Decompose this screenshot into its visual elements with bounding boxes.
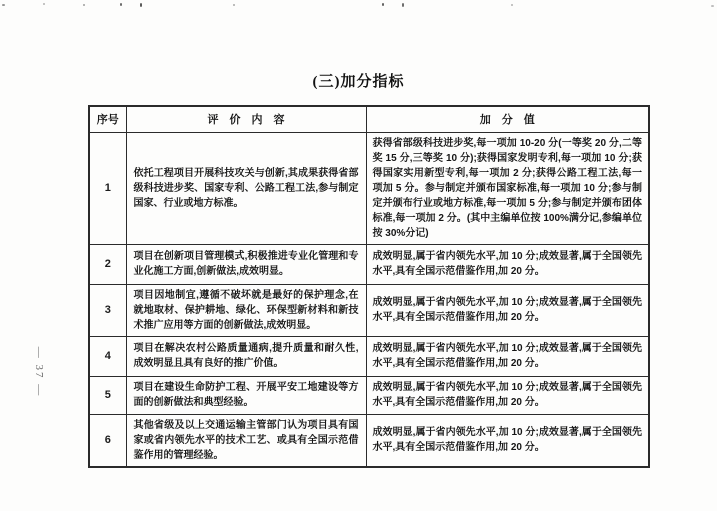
scan-artifact — [233, 4, 235, 6]
row-serial-number: 4 — [89, 336, 126, 376]
page-number: — 37 — — [33, 346, 45, 398]
row-evaluation-content: 项目在解决农村公路质量通病,提升质量和耐久性,成效明显且具有良好的推广价值。 — [126, 336, 366, 376]
row-bonus-value: 成效明显,属于省内领先水平,加 10 分;成效显著,属于全国领先水平,具有全国示范借鉴作用,加 20 分。 — [366, 284, 649, 336]
row-evaluation-content: 项目在创新项目管理模式,积极推进专业化管理和专业化施工方面,创新做法,成效明显。 — [126, 244, 366, 284]
row-serial-number: 6 — [89, 414, 126, 467]
table-row — [89, 336, 649, 376]
row-bonus-value: 成效明显,属于省内领先水平,加 10 分;成效显著,属于全国领先水平,具有全国示范借鉴作用,加 20 分。 — [366, 376, 649, 414]
scan-artifact — [83, 4, 85, 6]
row-evaluation-content: 其他省级及以上交通运输主管部门认为项目具有国家或省内领先水平的技术工艺、或具有全国示范借鉴作用的管理经验。 — [126, 414, 366, 467]
table-row — [89, 132, 649, 244]
scan-artifact — [43, 3, 45, 5]
row-serial-number: 5 — [89, 376, 126, 414]
row-serial-number: 2 — [89, 244, 126, 284]
table-row — [89, 376, 649, 414]
row-serial-number: 3 — [89, 284, 126, 336]
header-bonus-value: 加 分 值 — [366, 106, 649, 132]
row-bonus-value: 成效明显,属于省内领先水平,加 10 分;成效显著,属于全国领先水平,具有全国示范借鉴作用,加 20 分。 — [366, 244, 649, 284]
scan-artifact — [120, 3, 122, 6]
table-header-row — [89, 106, 649, 132]
table-row — [89, 414, 649, 467]
row-bonus-value: 成效明显,属于省内领先水平,加 10 分;成效显著,属于全国领先水平,具有全国示范借鉴作用,加 20 分。 — [366, 336, 649, 376]
table-row — [89, 284, 649, 336]
header-evaluation-content: 评 价 内 容 — [126, 106, 366, 132]
scan-artifact — [382, 3, 384, 6]
row-bonus-value: 成效明显,属于省内领先水平,加 10 分;成效显著,属于全国领先水平,具有全国示范借鉴作用,加 20 分。 — [366, 414, 649, 467]
bonus-indicators-table — [88, 105, 650, 468]
scan-artifact — [402, 3, 404, 7]
section-title: (三)加分指标 — [312, 74, 405, 90]
scan-artifact — [140, 3, 142, 7]
row-evaluation-content: 项目在建设生命防护工程、开展平安工地建设等方面的创新做法和典型经验。 — [126, 376, 366, 414]
header-serial-number: 序号 — [89, 106, 126, 132]
scan-artifact — [711, 5, 714, 7]
row-serial-number: 1 — [89, 132, 126, 244]
scan-artifact — [2, 4, 5, 6]
row-evaluation-content: 依托工程项目开展科技攻关与创新,其成果获得省部级科技进步奖、国家专利、公路工程工法,参与制定国家、行业或地方标准。 — [126, 132, 366, 244]
row-evaluation-content: 项目因地制宜,遵循不破坏就是最好的保护理念,在就地取材、保护耕地、绿化、环保型新材料和新技术推广应用等方面的创新做法,成效明显。 — [126, 284, 366, 336]
table-row — [89, 244, 649, 284]
scan-artifact — [511, 4, 513, 6]
row-bonus-value: 获得省部级科技进步奖,每一项加 10-20 分(一等奖 20 分,二等奖 15 分,三等奖 10 分);获得国家发明专利,每一项加 10 分;获得国家实用新型专利,每一项加 2 分;获得公路工程工法,每一项加 5 分。参与制定并颁布国家标准,每一项加 10 分;参与制定并颁布行业或地方标准,每一项加 5 分;参与制定并颁布团体标准,每一项加 2 分。(其中主编单位按 100%满分记,参编单位按 30%分记) — [366, 132, 649, 244]
